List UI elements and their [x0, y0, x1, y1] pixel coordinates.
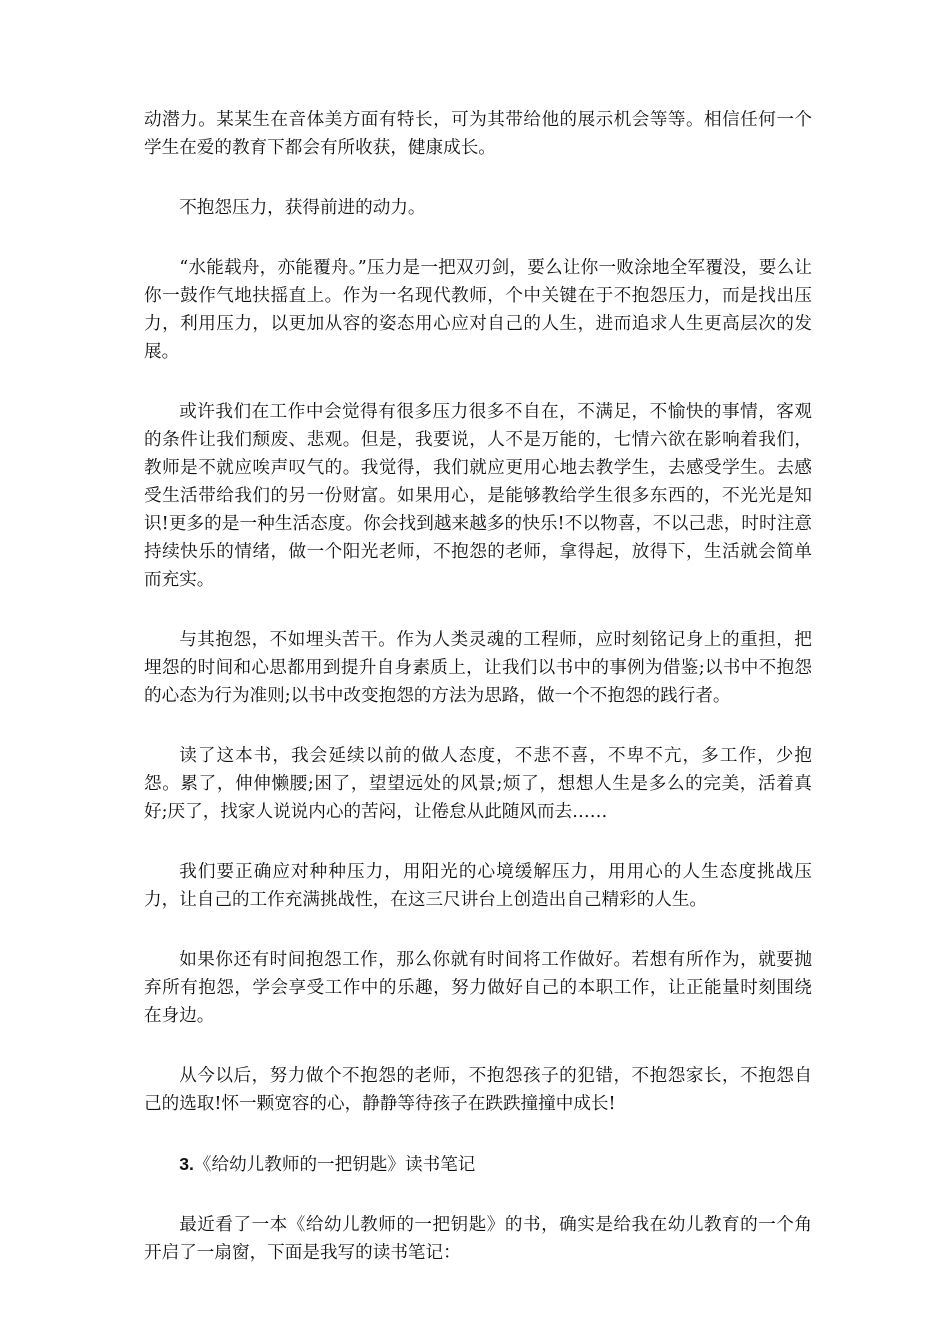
paragraph-2: 不抱怨压力，获得前进的动力。: [179, 198, 426, 218]
paragraph-3: “水能载舟，亦能覆舟。”压力是一把双刃剑，要么让你一败涂地全军覆没，要么让你一鼓作气地扶摇直上。作为一名现代教师，个中关键在于不抱怨压力，而是找出压力，利用压力，以更加从容的姿态用心应对自己的人生，进而追求人生更高层次的发展。: [144, 258, 812, 362]
paragraph-1: 动潜力。某某生在音体美方面有特长，可为其带给他的展示机会等等。相信任何一个学生在爱的教育下都会有所收获，健康成长。: [144, 110, 812, 158]
section-heading: [144, 1150, 812, 1179]
document-page: [144, 106, 812, 1299]
paragraph-8: 如果你还有时间抱怨工作，那么你就有时间将工作做好。若想有所作为，就要抛弃所有抱怨，学会享受工作中的乐趣，努力做好自己的本职工作，让正能量时刻围绕在身边。: [144, 950, 812, 1026]
paragraph-9: 从今以后，努力做个不抱怨的老师，不抱怨孩子的犯错，不抱怨家长，不抱怨自己的选取!怀一颗宽容的心，静静等待孩子在跌跌撞撞中成长!: [144, 1066, 812, 1114]
paragraph-5: 与其抱怨，不如埋头苦干。作为人类灵魂的工程师，应时刻铭记身上的重担，把埋怨的时间和心思都用到提升自身素质上，让我们以书中的事例为借鉴;以书中不抱怨的心态为行为准则;以书中改变抱怨的方法为思路，做一个不抱怨的践行者。: [144, 630, 812, 706]
paragraph-6: 读了这本书，我会延续以前的做人态度，不悲不喜，不卑不亢，多工作，少抱怨。累了，伸伸懒腰;困了，望望远处的风景;烦了，想想人生是多么的完美，活着真好;厌了，找家人说说内心的苦闷，让倦怠从此随风而去……: [144, 746, 812, 822]
paragraph-4: 或许我们在工作中会觉得有很多压力很多不自在，不满足，不愉快的事情，客观的条件让我们颓废、悲观。但是，我要说，人不是万能的，七情六欲在影响着我们，教师是不就应唉声叹气的。我觉得，我们就应更用心地去教学生，去感受学生。去感受生活带给我们的另一份财富。如果用心，是能够教给学生很多东西的，不光光是知识!更多的是一种生活态度。你会找到越来越多的快乐!不以物喜，不以己悲，时时注意持续快乐的情绪，做一个阳光老师，不抱怨的老师，拿得起，放得下，生活就会简单而充实。: [144, 402, 812, 590]
paragraph-final: 最近看了一本《给幼儿教师的一把钥匙》的书，确实是给我在幼儿教育的一个角开启了一扇窗，下面是我写的读书笔记：: [144, 1215, 812, 1263]
section-number: 3.: [179, 1154, 194, 1174]
paragraph-7: 我们要正确应对种种压力，用阳光的心境缓解压力，用用心的人生态度挑战压力，让自己的工作充满挑战性，在这三尺讲台上创造出自己精彩的人生。: [144, 862, 812, 910]
section-title: 《给幼儿教师的一把钥匙》读书笔记: [193, 1155, 476, 1175]
